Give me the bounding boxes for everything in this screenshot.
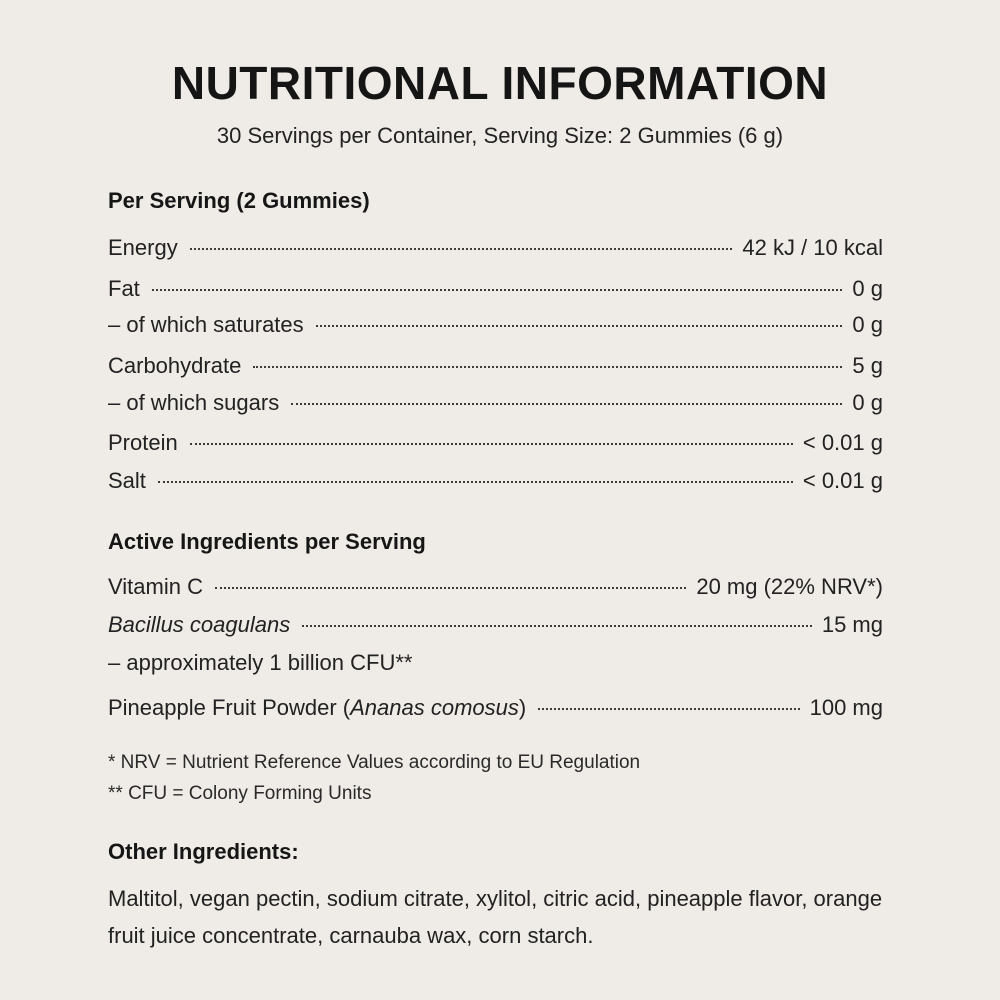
dot-leader: [253, 365, 842, 368]
dot-leader: [190, 247, 733, 250]
row-value: < 0.01 g: [802, 468, 883, 493]
row-pineapple: [108, 695, 883, 725]
row-carbohydrate: [108, 353, 883, 383]
row-label: Fat: [108, 276, 140, 301]
footnote-cfu: ** CFU = Colony Forming Units: [108, 783, 372, 804]
row-protein: [108, 430, 883, 460]
footnote-nrv: * NRV = Nutrient Reference Values according to EU Regulation: [108, 752, 641, 773]
row-fat: [108, 276, 883, 306]
row-saturates: [108, 312, 883, 342]
dot-leader: [302, 624, 812, 627]
row-label: Bacillus coagulans: [108, 612, 291, 637]
row-label: Protein: [108, 430, 178, 455]
label-italic: Ananas comosus: [350, 695, 519, 720]
row-vitamin-c: [108, 574, 883, 604]
row-label: Energy: [108, 235, 178, 260]
dot-leader: [316, 324, 843, 327]
row-label: – of which sugars: [108, 390, 280, 415]
dot-leader: [291, 402, 842, 405]
row-value: 100 mg: [809, 695, 883, 720]
label-suffix: ): [518, 695, 527, 720]
row-label: [108, 695, 526, 721]
row-value: 0 g: [852, 390, 883, 415]
dot-leader: [158, 480, 793, 483]
row-label: Vitamin C: [108, 574, 203, 599]
bacillus-note: – approximately 1 billion CFU**: [108, 650, 413, 675]
row-label: Salt: [108, 468, 146, 493]
label-prefix: Pineapple Fruit Powder (: [108, 695, 351, 720]
row-sugars: [108, 390, 883, 420]
dot-leader: [190, 442, 793, 445]
serving-info: 30 Servings per Container, Serving Size: 2 Gummies (6 g): [216, 123, 784, 148]
page-title: NUTRITIONAL INFORMATION: [171, 57, 829, 109]
row-value: 5 g: [852, 353, 883, 378]
dot-leader: [538, 707, 799, 710]
row-label: Carbohydrate: [108, 353, 242, 378]
row-value: 42 kJ / 10 kcal: [742, 235, 883, 260]
dot-leader: [215, 586, 686, 589]
per-serving-heading: Per Serving (2 Gummies): [108, 188, 370, 213]
other-ingredients-heading: Other Ingredients:: [108, 839, 299, 864]
row-value: 15 mg: [821, 612, 883, 637]
active-ingredients-heading: Active Ingredients per Serving: [108, 529, 426, 554]
row-label: – of which saturates: [108, 312, 304, 337]
row-bacillus: [108, 612, 883, 642]
row-value: 20 mg (22% NRV*): [696, 574, 883, 599]
row-value: 0 g: [852, 276, 883, 301]
row-energy: [108, 235, 883, 265]
other-ingredients-text: Maltitol, vegan pectin, sodium citrate, xylitol, citric acid, pineapple flavor, orange fruit juice concentrate, carnauba wax, corn starch.: [108, 886, 883, 948]
row-value: < 0.01 g: [802, 430, 883, 455]
row-value: 0 g: [852, 312, 883, 337]
row-salt: [108, 468, 883, 498]
dot-leader: [152, 288, 843, 291]
